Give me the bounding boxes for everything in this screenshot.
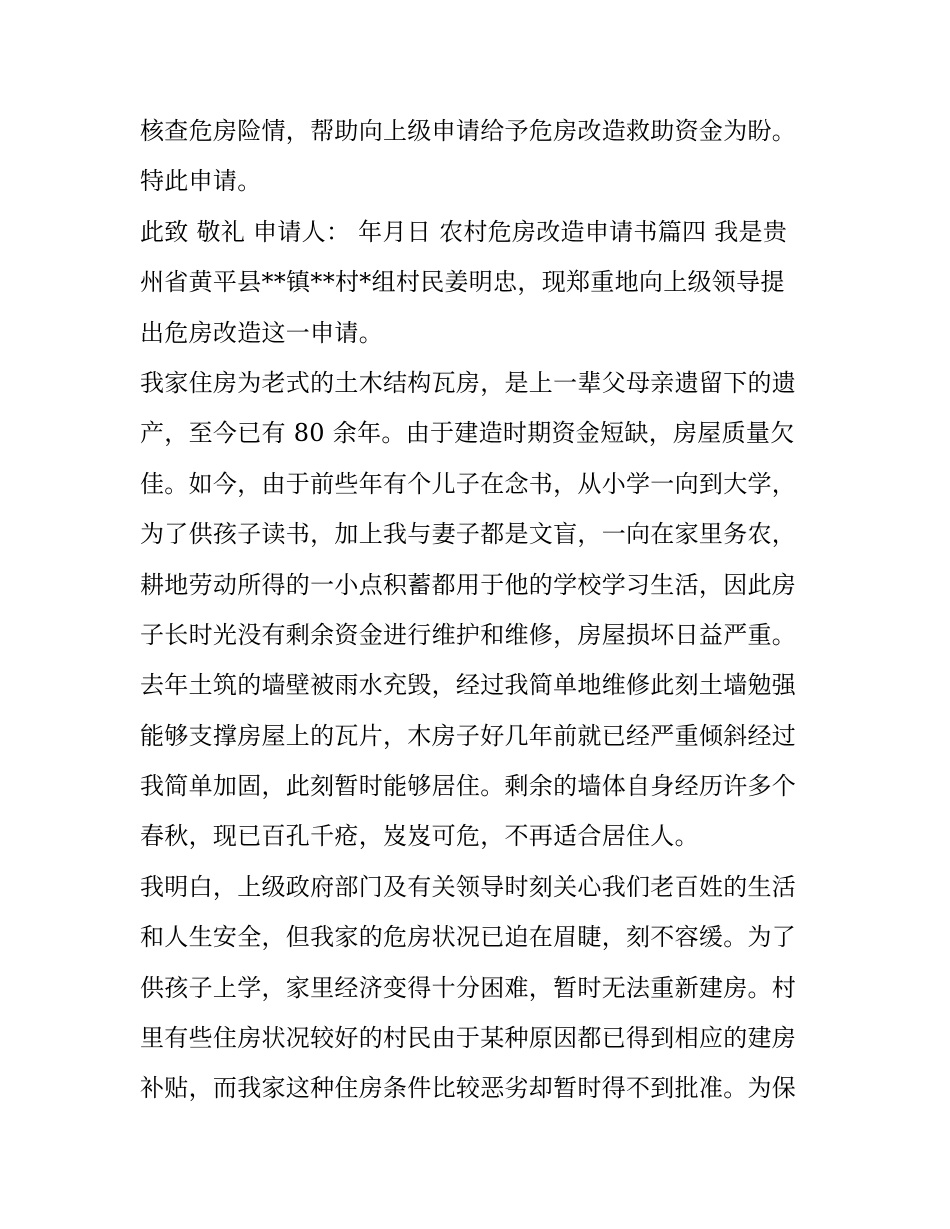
text-line: 我家住房为老式的土木结构瓦房，是上一辈父母亲遗留下的遗 — [140, 368, 797, 397]
text-line: 供孩子上学，家里经济变得十分困难，暂时无法重新建房。村 — [140, 973, 797, 1002]
text-line: 出危房改造这一申请。 — [140, 318, 383, 347]
text-line: 里有些住房状况较好的村民由于某种原因都已得到相应的建房 — [140, 1024, 797, 1053]
text-line: 此致 敬礼 申请人： 年月日 农村危房改造申请书篇四 我是贵 — [140, 217, 788, 246]
text-line: 和人生安全，但我家的危房状况已迫在眉睫，刻不容缓。为了 — [140, 923, 797, 952]
text-line: 补贴，而我家这种住房条件比较恶劣却暂时得不到批准。为保 — [140, 1074, 797, 1103]
text-line: 春秋，现已百孔千疮，岌岌可危，不再适合居住人。 — [140, 822, 699, 851]
text-line: 我简单加固，此刻暂时能够居住。剩余的墙体自身经历许多个 — [140, 772, 797, 801]
document-body — [140, 106, 820, 1114]
text-line: 我明白，上级政府部门及有关领导时刻关心我们老百姓的生活 — [140, 872, 797, 901]
text-line: 产，至今已有 80 余年。由于建造时期资金短缺，房屋质量欠 — [140, 419, 795, 448]
text-line: 为了供孩子读书，加上我与妻子都是文盲，一向在家里务农， — [140, 520, 797, 549]
text-line: 子长时光没有剩余资金进行维护和维修，房屋损坏日益严重。 — [140, 620, 797, 649]
text-line: 耕地劳动所得的一小点积蓄都用于他的学校学习生活，因此房 — [140, 570, 797, 599]
text-line: 佳。如今，由于前些年有个儿子在念书，从小学一向到大学， — [140, 469, 797, 498]
text-line: 州省黄平县**镇**村*组村民姜明忠，现郑重地向上级领导提 — [140, 268, 785, 297]
text-line: 特此申请。 — [140, 167, 262, 196]
text-line: 能够支撑房屋上的瓦片，木房子好几年前就已经严重倾斜经过 — [140, 721, 797, 750]
text-line: 去年土筑的墙壁被雨水充毁，经过我简单地维修此刻土墙勉强 — [140, 671, 797, 700]
text-line: 核查危房险情，帮助向上级申请给予危房改造救助资金为盼。 — [140, 117, 797, 145]
